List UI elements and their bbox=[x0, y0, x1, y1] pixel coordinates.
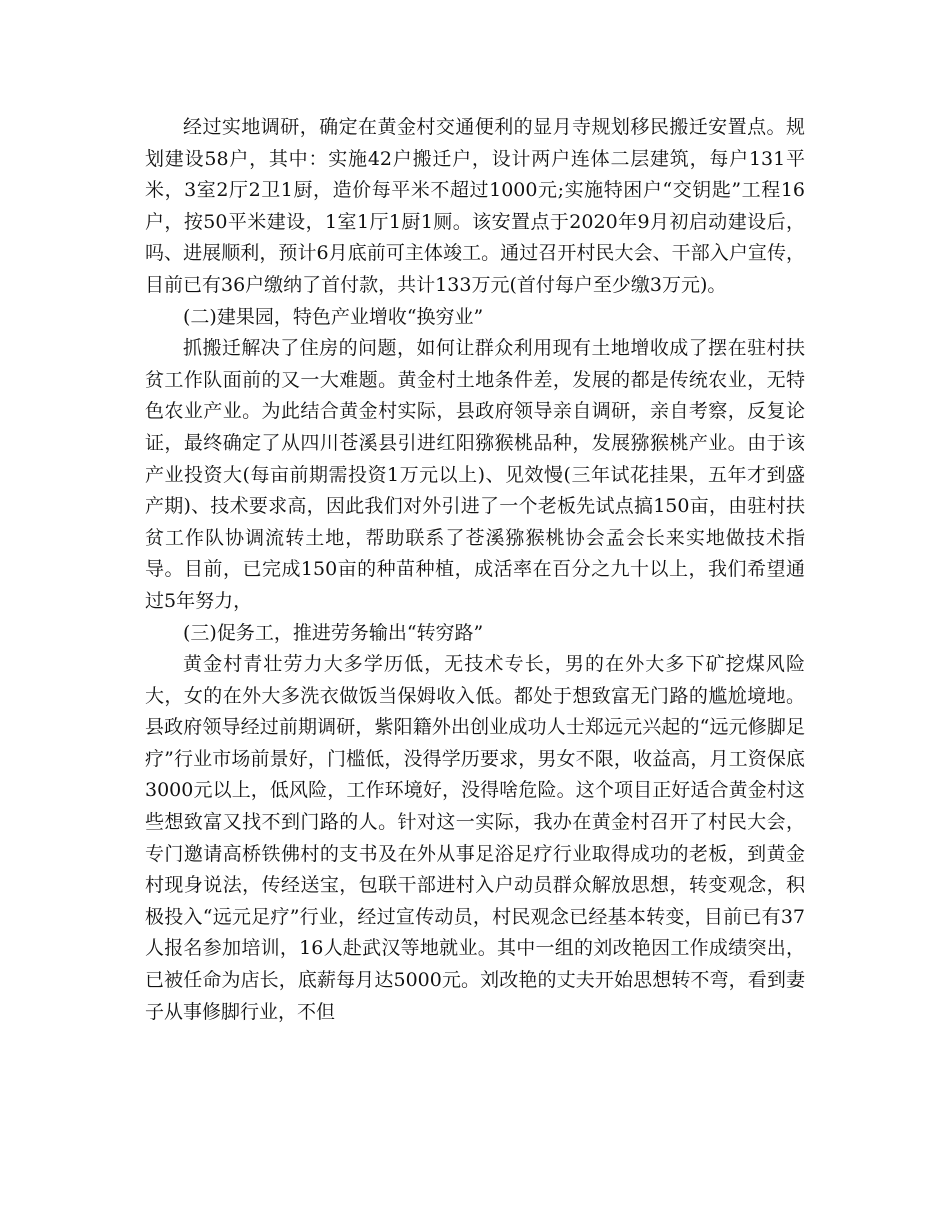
section-heading-labor: (三)促务工，推进劳务输出“转穷路” bbox=[183, 621, 484, 644]
paragraph-labor: 黄金村青壮劳力大多学历低，无技术专长，男的在外大多下矿挖煤风险大，女的在外大多洗衣做饭当保姆收入低。都处于想致富无门路的尴尬境地。县政府领导经过前期调研，紫阳籍外出创业成功人士郑远元兴起的“远元修脚足疗”行业市场前景好，门槛低，没得学历要求，男女不限，收益高，月工资保底3000元以上，低风险，工作环境好，没得啥危险。这个项目正好适合黄金村这些想致富又找不到门路的人。针对这一实际，我办在黄金村召开了村民大会，专门邀请高桥铁佛村的支书及在外从事足浴足疗行业取得成功的老板，到黄金村现身说法，传经送宝，包联干部进村入户动员群众解放思想，转变观念，积极投入“远元足疗”行业，经过宣传动员，村民观念已经基本转变，目前已有37人报名参加培训，16人赴武汉等地就业。其中一组的刘改艳因工作成绩突出，已被任命为店长，底薪每月达5000元。刘改艳的丈夫开始思想转不弯，看到妻子从事修脚行业，不但 bbox=[145, 653, 805, 1023]
section-heading-orchard: (二)建果园，特色产业增收“换穷业” bbox=[183, 305, 484, 328]
paragraph-orchard: 抓搬迁解决了住房的问题，如何让群众利用现有土地增收成了摆在驻村扶贫工作队面前的又一大难题。黄金村土地条件差，发展的都是传统农业，无特色农业产业。为此结合黄金村实际，县政府领导亲自调研，亲自考察，反复论证，最终确定了从四川苍溪县引进红阳猕猴桃品种，发展猕猴桃产业。由于该产业投资大(每亩前期需投资1万元以上)、见效慢(三年试花挂果，五年才到盛产期)、技术要求高，因此我们对外引进了一个老板先试点搞150亩，由驻村扶贫工作队协调流转土地，帮助联系了苍溪猕猴桃协会孟会长来实地做技术指导。目前，已完成150亩的种苗种植，成活率在百分之九十以上，我们希望通过5年努力， bbox=[145, 337, 805, 612]
paragraph-relocation: 经过实地调研，确定在黄金村交通便利的显月寺规划移民搬迁安置点。规划建设58户，其中：实施42户搬迁户，设计两户连体二层建筑，每户131平米，3室2厅2卫1厨，造价每平米不超过1000元;实施特困户“交钥匙”工程16户，按50平米建设，1室1厅1厨1厕。该安置点于2020年9月初启动建设后，吗、进展顺利，预计6月底前可主体竣工。通过召开村民大会、干部入户宣传，目前已有36户缴纳了首付款，共计133万元(首付每户至少缴3万元)。 bbox=[145, 116, 805, 296]
document-body bbox=[145, 112, 805, 1028]
